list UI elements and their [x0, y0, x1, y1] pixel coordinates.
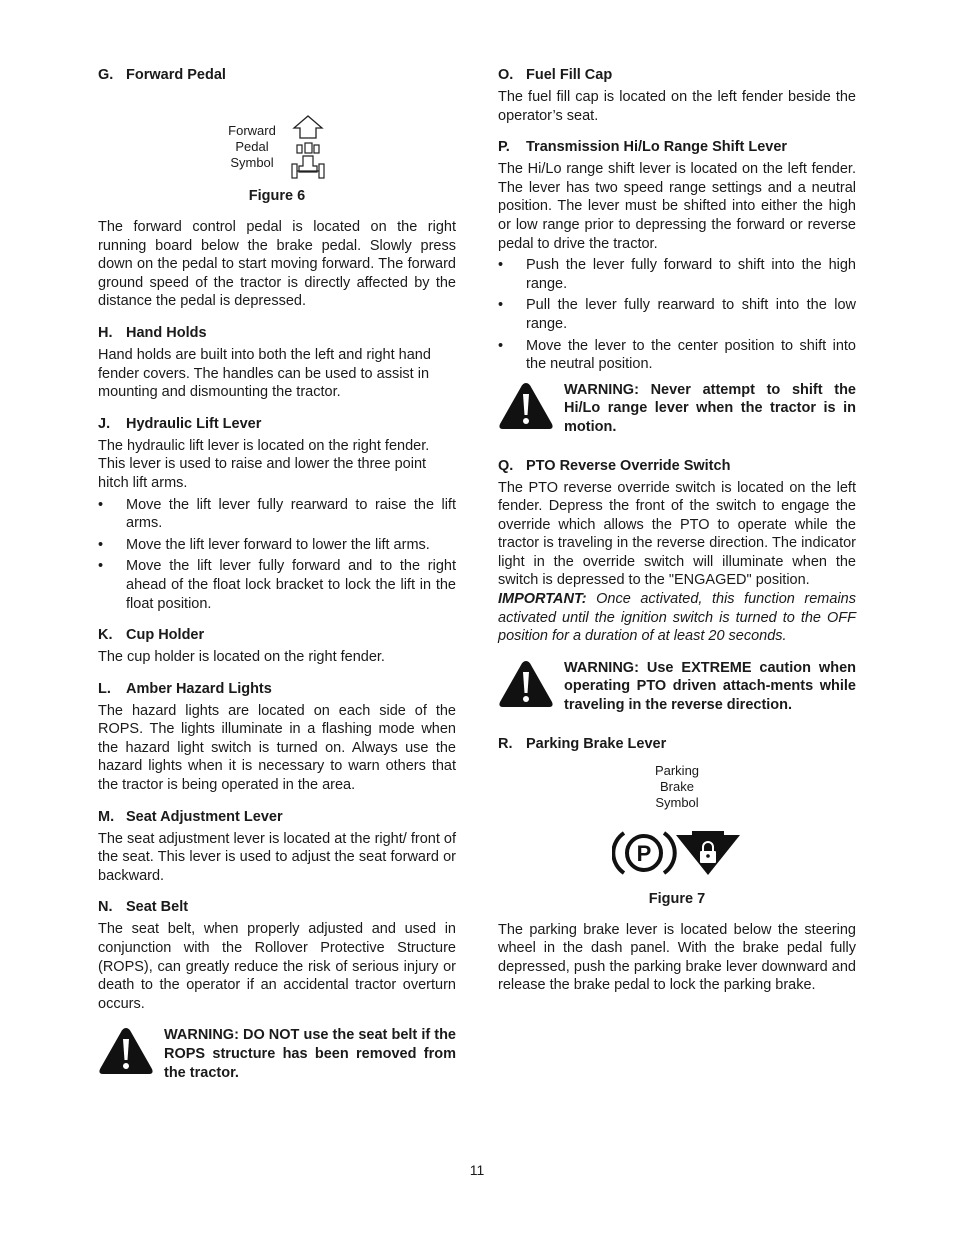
pto-important-note: IMPORTANT: Once activated, this function remains activated until the ignition switch is turned to the OFF position for a duration of at least 20 seconds.	[498, 591, 856, 645]
warning-icon	[498, 381, 554, 431]
section-heading-n: N. Seat Belt	[98, 899, 189, 916]
parking-brake-symbol-label: Parking Brake Symbol	[654, 762, 700, 810]
seat-belt-text: The seat belt, when properly adjusted and used in conjunction with the Rollover Protective Structure (ROPS), can greatly reduce the risk of serious injury or death to the operator if an accidental tractor overturn occurs.	[98, 921, 456, 1012]
hydraulic-lift-text: The hydraulic lift lever is located on the right fender. This lever is used to raise and lower the three point hitch lift arms.	[98, 437, 430, 491]
hand-holds-text: Hand holds are built into both the left and right hand fender covers. The handles can be used to assist in mounting and dismounting the tractor.	[98, 346, 431, 401]
list-item: • Move the lift lever forward to lower the lift arms.	[98, 536, 456, 555]
list-item: • Push the lever fully forward to shift into the high range.	[498, 256, 856, 293]
figure-7	[498, 763, 856, 881]
section-heading-p: P. Transmission Hi/Lo Range Shift Lever	[498, 139, 788, 156]
fuel-fill-cap-text: The fuel fill cap is located on the left fender beside the operator’s seat.	[498, 89, 856, 124]
forward-pedal-icon	[290, 114, 326, 180]
hydraulic-lift-list	[98, 496, 456, 614]
hi-lo-shift-text: The Hi/Lo range shift lever is located on the left fender. The lever has two speed range settings and a neutral position. The lever must be shifted into either the high or low range prior to depressing the forward or reverse pedal to drive the tractor.	[498, 161, 856, 252]
parking-brake-icon	[612, 825, 742, 881]
page-number: 11	[469, 1162, 485, 1178]
list-item: • Move the lever to the center position to shift into the neutral position.	[498, 337, 856, 374]
hazard-lights-text: The hazard lights are located on each side of the ROPS. The lights illuminate in a flashing mode when the hazard light switch is turned on. Always use the hazard lights when it is necessary to warn others that the tractor is being operated in the area.	[98, 702, 456, 794]
seat-adjustment-text: The seat adjustment lever is located at the right/ front of the seat. This lever is used to adjust the seat forward or backward.	[98, 830, 456, 884]
warning-icon	[98, 1026, 154, 1076]
section-heading-k: K. Cup Holder	[98, 627, 205, 644]
list-item: • Move the lift lever fully forward and to the right ahead of the float lock bracket to lock the lift in the float position.	[98, 557, 456, 613]
figure-6-caption: Figure 6	[248, 188, 306, 204]
section-heading-m: M. Seat Adjustment Lever	[98, 808, 283, 825]
hi-lo-warning-text: WARNING: Never attempt to shift the Hi/Lo range lever when the tractor is in motion.	[564, 381, 856, 435]
seat-belt-warning-text: WARNING: DO NOT use the seat belt if the ROPS structure has been removed from the tractor.	[164, 1027, 456, 1081]
warning-icon	[498, 659, 554, 709]
list-item: • Pull the lever fully rearward to shift into the low range.	[498, 296, 856, 333]
forward-pedal-text: The forward control pedal is located on the right running board below the brake pedal. Slowly press down on the pedal to start moving forward. The forward ground speed of the tractor is directly affected by the distance the pedal is depressed.	[98, 219, 456, 310]
parking-brake-text: The parking brake lever is located below the steering wheel in the dash panel. With the brake pedal fully depressed, push the parking brake lever downward and release the brake pedal to lock the parking brake.	[498, 921, 856, 994]
pto-override-text: The PTO reverse override switch is located on the left fender. Depress the front of the switch to engage the override which allows the PTO to operate while the tractor is traveling in the reverse direction. The indicator light in the override switch will illuminate when the switch is depressed to the "ENGAGED" position.	[498, 479, 856, 589]
seat-belt-warning	[98, 1026, 456, 1082]
list-item: • Move the lift lever fully rearward to raise the lift arms.	[98, 496, 456, 533]
section-heading-q: Q. PTO Reverse Override Switch	[498, 457, 731, 474]
section-heading-j: J. Hydraulic Lift Lever	[98, 415, 262, 432]
section-heading-l: L. Amber Hazard Lights	[98, 680, 272, 697]
left-column	[98, 66, 456, 1102]
parking-p-glyph: P	[636, 840, 652, 866]
section-heading-r: R. Parking Brake Lever	[498, 735, 667, 752]
hi-lo-warning	[498, 381, 856, 437]
section-heading-g: G. Forward Pedal	[98, 67, 226, 83]
pto-warning	[498, 659, 856, 715]
hi-lo-shift-list	[498, 256, 856, 374]
right-column	[498, 66, 856, 1008]
section-heading-h: H. Hand Holds	[98, 324, 207, 341]
figure-6	[98, 114, 456, 180]
cup-holder-text: The cup holder is located on the right fender.	[98, 649, 385, 666]
figure-7-caption: Figure 7	[648, 890, 706, 907]
section-heading-o: O. Fuel Fill Cap	[498, 67, 613, 83]
forward-pedal-symbol-label: Forward Pedal Symbol	[228, 123, 276, 170]
pto-warning-text: WARNING: Use EXTREME caution when operating PTO driven attach-ments while traveling in the reverse direction.	[564, 659, 856, 714]
